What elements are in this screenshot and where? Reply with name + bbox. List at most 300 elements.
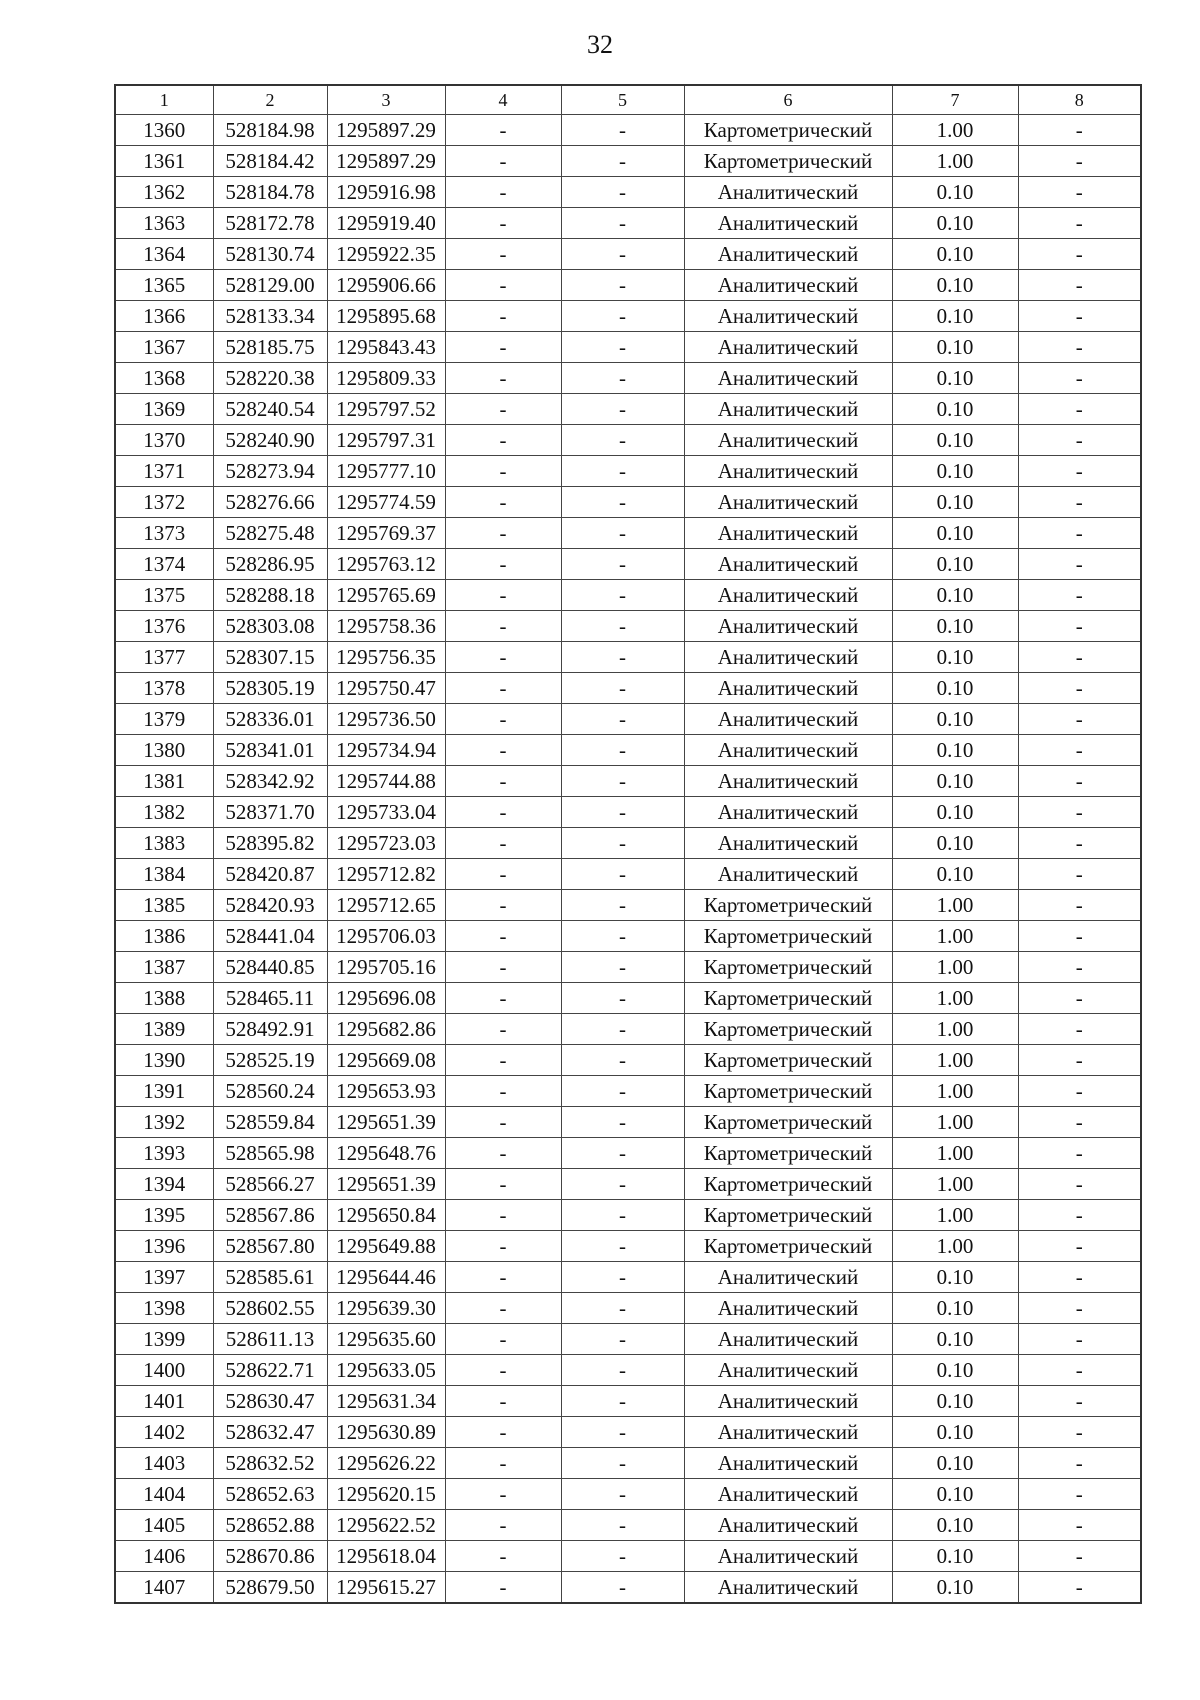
cell-point-number: 1406: [115, 1541, 213, 1572]
cell-col-4: -: [445, 1417, 561, 1448]
cell-col-5: -: [561, 580, 684, 611]
table-row: [115, 1076, 1141, 1107]
cell-x-coordinate: 528630.47: [213, 1386, 327, 1417]
cell-col-4: -: [445, 549, 561, 580]
cell-col-4: -: [445, 115, 561, 146]
cell-col-4: -: [445, 1324, 561, 1355]
cell-y-coordinate: 1295631.34: [327, 1386, 445, 1417]
cell-x-coordinate: 528652.88: [213, 1510, 327, 1541]
cell-col-5: -: [561, 487, 684, 518]
cell-col-5: -: [561, 890, 684, 921]
cell-accuracy: 0.10: [892, 828, 1018, 859]
cell-accuracy: 0.10: [892, 1479, 1018, 1510]
cell-point-number: 1373: [115, 518, 213, 549]
table-row: [115, 1200, 1141, 1231]
cell-x-coordinate: 528303.08: [213, 611, 327, 642]
cell-point-number: 1380: [115, 735, 213, 766]
cell-method: Аналитический: [684, 456, 892, 487]
cell-accuracy: 0.10: [892, 1510, 1018, 1541]
cell-col-4: -: [445, 1169, 561, 1200]
header-cell: 2: [213, 85, 327, 115]
cell-y-coordinate: 1295906.66: [327, 270, 445, 301]
table-row: [115, 1107, 1141, 1138]
cell-col-5: -: [561, 115, 684, 146]
cell-method: Картометрический: [684, 1169, 892, 1200]
cell-col-8: -: [1018, 1479, 1141, 1510]
cell-col-8: -: [1018, 797, 1141, 828]
cell-x-coordinate: 528341.01: [213, 735, 327, 766]
cell-col-5: -: [561, 1541, 684, 1572]
cell-col-4: -: [445, 1386, 561, 1417]
cell-x-coordinate: 528565.98: [213, 1138, 327, 1169]
cell-col-5: -: [561, 1169, 684, 1200]
cell-x-coordinate: 528130.74: [213, 239, 327, 270]
cell-y-coordinate: 1295897.29: [327, 115, 445, 146]
cell-col-8: -: [1018, 1138, 1141, 1169]
cell-x-coordinate: 528465.11: [213, 983, 327, 1014]
cell-y-coordinate: 1295712.82: [327, 859, 445, 890]
cell-point-number: 1365: [115, 270, 213, 301]
cell-method: Аналитический: [684, 1293, 892, 1324]
cell-col-4: -: [445, 766, 561, 797]
cell-x-coordinate: 528307.15: [213, 642, 327, 673]
cell-x-coordinate: 528129.00: [213, 270, 327, 301]
cell-col-8: -: [1018, 518, 1141, 549]
cell-method: Аналитический: [684, 549, 892, 580]
cell-col-4: -: [445, 1510, 561, 1541]
cell-col-8: -: [1018, 673, 1141, 704]
table-row: [115, 952, 1141, 983]
table-row: [115, 642, 1141, 673]
cell-point-number: 1376: [115, 611, 213, 642]
cell-y-coordinate: 1295653.93: [327, 1076, 445, 1107]
table-row: [115, 1262, 1141, 1293]
cell-x-coordinate: 528240.54: [213, 394, 327, 425]
cell-col-5: -: [561, 1107, 684, 1138]
cell-y-coordinate: 1295635.60: [327, 1324, 445, 1355]
cell-accuracy: 0.10: [892, 704, 1018, 735]
cell-col-8: -: [1018, 580, 1141, 611]
cell-method: Аналитический: [684, 518, 892, 549]
cell-x-coordinate: 528220.38: [213, 363, 327, 394]
cell-col-5: -: [561, 1510, 684, 1541]
cell-col-4: -: [445, 1107, 561, 1138]
cell-col-5: -: [561, 394, 684, 425]
cell-point-number: 1378: [115, 673, 213, 704]
cell-y-coordinate: 1295843.43: [327, 332, 445, 363]
cell-accuracy: 0.10: [892, 518, 1018, 549]
header-cell: 3: [327, 85, 445, 115]
cell-y-coordinate: 1295797.31: [327, 425, 445, 456]
cell-col-5: -: [561, 1231, 684, 1262]
cell-method: Аналитический: [684, 735, 892, 766]
cell-method: Картометрический: [684, 1107, 892, 1138]
cell-accuracy: 0.10: [892, 425, 1018, 456]
cell-col-8: -: [1018, 363, 1141, 394]
cell-col-5: -: [561, 952, 684, 983]
cell-col-8: -: [1018, 208, 1141, 239]
table-body: [115, 115, 1141, 1604]
cell-y-coordinate: 1295651.39: [327, 1107, 445, 1138]
cell-col-8: -: [1018, 332, 1141, 363]
cell-x-coordinate: 528172.78: [213, 208, 327, 239]
cell-col-4: -: [445, 1076, 561, 1107]
cell-col-8: -: [1018, 704, 1141, 735]
table-row: [115, 301, 1141, 332]
cell-col-4: -: [445, 859, 561, 890]
cell-col-5: -: [561, 239, 684, 270]
cell-col-4: -: [445, 828, 561, 859]
cell-method: Аналитический: [684, 1324, 892, 1355]
cell-accuracy: 0.10: [892, 1293, 1018, 1324]
table-row: [115, 673, 1141, 704]
cell-point-number: 1396: [115, 1231, 213, 1262]
table-row: [115, 766, 1141, 797]
cell-accuracy: 0.10: [892, 270, 1018, 301]
cell-col-5: -: [561, 518, 684, 549]
cell-method: Аналитический: [684, 270, 892, 301]
cell-point-number: 1372: [115, 487, 213, 518]
cell-col-8: -: [1018, 828, 1141, 859]
cell-y-coordinate: 1295744.88: [327, 766, 445, 797]
cell-accuracy: 1.00: [892, 921, 1018, 952]
cell-y-coordinate: 1295734.94: [327, 735, 445, 766]
cell-point-number: 1369: [115, 394, 213, 425]
cell-col-8: -: [1018, 301, 1141, 332]
cell-x-coordinate: 528184.78: [213, 177, 327, 208]
cell-accuracy: 1.00: [892, 983, 1018, 1014]
cell-y-coordinate: 1295649.88: [327, 1231, 445, 1262]
cell-col-5: -: [561, 673, 684, 704]
cell-method: Картометрический: [684, 146, 892, 177]
cell-col-8: -: [1018, 1510, 1141, 1541]
cell-col-5: -: [561, 1355, 684, 1386]
cell-col-4: -: [445, 301, 561, 332]
cell-col-4: -: [445, 952, 561, 983]
cell-col-5: -: [561, 1045, 684, 1076]
cell-col-8: -: [1018, 394, 1141, 425]
cell-method: Аналитический: [684, 1479, 892, 1510]
cell-col-8: -: [1018, 146, 1141, 177]
cell-x-coordinate: 528185.75: [213, 332, 327, 363]
cell-col-4: -: [445, 704, 561, 735]
cell-col-5: -: [561, 1138, 684, 1169]
cell-x-coordinate: 528371.70: [213, 797, 327, 828]
cell-x-coordinate: 528342.92: [213, 766, 327, 797]
cell-point-number: 1401: [115, 1386, 213, 1417]
cell-y-coordinate: 1295777.10: [327, 456, 445, 487]
cell-col-8: -: [1018, 1169, 1141, 1200]
cell-accuracy: 0.10: [892, 642, 1018, 673]
cell-x-coordinate: 528585.61: [213, 1262, 327, 1293]
cell-col-8: -: [1018, 642, 1141, 673]
cell-accuracy: 0.10: [892, 487, 1018, 518]
cell-point-number: 1386: [115, 921, 213, 952]
cell-point-number: 1374: [115, 549, 213, 580]
cell-point-number: 1364: [115, 239, 213, 270]
cell-col-8: -: [1018, 1417, 1141, 1448]
cell-method: Аналитический: [684, 1541, 892, 1572]
cell-x-coordinate: 528652.63: [213, 1479, 327, 1510]
table-row: [115, 890, 1141, 921]
cell-y-coordinate: 1295648.76: [327, 1138, 445, 1169]
cell-col-8: -: [1018, 1014, 1141, 1045]
cell-accuracy: 0.10: [892, 766, 1018, 797]
cell-method: Аналитический: [684, 611, 892, 642]
cell-col-8: -: [1018, 890, 1141, 921]
cell-col-8: -: [1018, 1324, 1141, 1355]
cell-method: Картометрический: [684, 921, 892, 952]
cell-method: Аналитический: [684, 797, 892, 828]
cell-accuracy: 0.10: [892, 549, 1018, 580]
cell-point-number: 1392: [115, 1107, 213, 1138]
cell-y-coordinate: 1295644.46: [327, 1262, 445, 1293]
cell-col-5: -: [561, 1293, 684, 1324]
cell-y-coordinate: 1295897.29: [327, 146, 445, 177]
cell-accuracy: 0.10: [892, 1541, 1018, 1572]
cell-x-coordinate: 528184.98: [213, 115, 327, 146]
cell-y-coordinate: 1295750.47: [327, 673, 445, 704]
cell-x-coordinate: 528240.90: [213, 425, 327, 456]
table-row: [115, 518, 1141, 549]
cell-accuracy: 0.10: [892, 177, 1018, 208]
cell-accuracy: 0.10: [892, 611, 1018, 642]
cell-method: Картометрический: [684, 952, 892, 983]
cell-col-5: -: [561, 425, 684, 456]
cell-y-coordinate: 1295633.05: [327, 1355, 445, 1386]
cell-col-5: -: [561, 859, 684, 890]
cell-x-coordinate: 528566.27: [213, 1169, 327, 1200]
cell-y-coordinate: 1295797.52: [327, 394, 445, 425]
table-row: [115, 1293, 1141, 1324]
cell-method: Аналитический: [684, 828, 892, 859]
cell-col-4: -: [445, 177, 561, 208]
cell-method: Аналитический: [684, 239, 892, 270]
cell-col-4: -: [445, 1262, 561, 1293]
cell-method: Аналитический: [684, 1448, 892, 1479]
table-row: [115, 1324, 1141, 1355]
cell-point-number: 1385: [115, 890, 213, 921]
header-cell: 5: [561, 85, 684, 115]
table-row: [115, 1355, 1141, 1386]
table-row: [115, 208, 1141, 239]
table-row: [115, 239, 1141, 270]
cell-col-8: -: [1018, 239, 1141, 270]
cell-point-number: 1400: [115, 1355, 213, 1386]
cell-col-4: -: [445, 983, 561, 1014]
table-row: [115, 1169, 1141, 1200]
cell-col-5: -: [561, 1417, 684, 1448]
cell-col-5: -: [561, 828, 684, 859]
table-row: [115, 1045, 1141, 1076]
cell-method: Аналитический: [684, 1386, 892, 1417]
cell-accuracy: 1.00: [892, 1045, 1018, 1076]
cell-col-8: -: [1018, 115, 1141, 146]
cell-point-number: 1371: [115, 456, 213, 487]
cell-col-4: -: [445, 1014, 561, 1045]
table-row: [115, 394, 1141, 425]
cell-accuracy: 0.10: [892, 797, 1018, 828]
cell-point-number: 1389: [115, 1014, 213, 1045]
table-row: [115, 363, 1141, 394]
cell-point-number: 1387: [115, 952, 213, 983]
cell-y-coordinate: 1295733.04: [327, 797, 445, 828]
cell-point-number: 1403: [115, 1448, 213, 1479]
cell-accuracy: 1.00: [892, 1200, 1018, 1231]
cell-y-coordinate: 1295696.08: [327, 983, 445, 1014]
cell-x-coordinate: 528559.84: [213, 1107, 327, 1138]
cell-y-coordinate: 1295769.37: [327, 518, 445, 549]
cell-col-4: -: [445, 673, 561, 704]
cell-method: Аналитический: [684, 1262, 892, 1293]
cell-accuracy: 0.10: [892, 1324, 1018, 1355]
cell-x-coordinate: 528336.01: [213, 704, 327, 735]
cell-point-number: 1390: [115, 1045, 213, 1076]
cell-method: Аналитический: [684, 1417, 892, 1448]
cell-y-coordinate: 1295809.33: [327, 363, 445, 394]
cell-y-coordinate: 1295622.52: [327, 1510, 445, 1541]
cell-col-4: -: [445, 456, 561, 487]
cell-col-5: -: [561, 1200, 684, 1231]
cell-point-number: 1362: [115, 177, 213, 208]
cell-col-5: -: [561, 177, 684, 208]
header-cell: 4: [445, 85, 561, 115]
cell-col-5: -: [561, 456, 684, 487]
cell-method: Аналитический: [684, 301, 892, 332]
cell-point-number: 1360: [115, 115, 213, 146]
cell-x-coordinate: 528525.19: [213, 1045, 327, 1076]
cell-col-4: -: [445, 363, 561, 394]
table-row: [115, 735, 1141, 766]
cell-method: Аналитический: [684, 1572, 892, 1604]
cell-col-4: -: [445, 332, 561, 363]
cell-col-4: -: [445, 580, 561, 611]
cell-col-5: -: [561, 704, 684, 735]
cell-col-5: -: [561, 1014, 684, 1045]
table-row: [115, 828, 1141, 859]
cell-method: Аналитический: [684, 332, 892, 363]
cell-y-coordinate: 1295650.84: [327, 1200, 445, 1231]
cell-col-5: -: [561, 642, 684, 673]
cell-col-5: -: [561, 797, 684, 828]
cell-x-coordinate: 528632.52: [213, 1448, 327, 1479]
cell-accuracy: 1.00: [892, 1014, 1018, 1045]
cell-col-5: -: [561, 1324, 684, 1355]
cell-method: Аналитический: [684, 766, 892, 797]
cell-col-4: -: [445, 611, 561, 642]
cell-method: Аналитический: [684, 673, 892, 704]
cell-point-number: 1367: [115, 332, 213, 363]
cell-col-8: -: [1018, 1293, 1141, 1324]
cell-col-4: -: [445, 642, 561, 673]
cell-accuracy: 0.10: [892, 1386, 1018, 1417]
header-cell: 6: [684, 85, 892, 115]
cell-col-5: -: [561, 1076, 684, 1107]
cell-col-5: -: [561, 208, 684, 239]
cell-col-4: -: [445, 1045, 561, 1076]
table-row: [115, 1231, 1141, 1262]
cell-accuracy: 0.10: [892, 394, 1018, 425]
cell-col-4: -: [445, 1293, 561, 1324]
cell-y-coordinate: 1295916.98: [327, 177, 445, 208]
table-row: [115, 1448, 1141, 1479]
cell-accuracy: 0.10: [892, 208, 1018, 239]
cell-col-5: -: [561, 301, 684, 332]
cell-y-coordinate: 1295774.59: [327, 487, 445, 518]
cell-method: Аналитический: [684, 425, 892, 456]
cell-accuracy: 1.00: [892, 952, 1018, 983]
cell-col-8: -: [1018, 487, 1141, 518]
cell-point-number: 1399: [115, 1324, 213, 1355]
cell-accuracy: 1.00: [892, 1231, 1018, 1262]
cell-col-5: -: [561, 735, 684, 766]
cell-col-4: -: [445, 1231, 561, 1262]
header-cell: 8: [1018, 85, 1141, 115]
cell-accuracy: 1.00: [892, 1138, 1018, 1169]
table-row: [115, 487, 1141, 518]
cell-col-4: -: [445, 1479, 561, 1510]
cell-col-5: -: [561, 766, 684, 797]
cell-y-coordinate: 1295758.36: [327, 611, 445, 642]
cell-point-number: 1377: [115, 642, 213, 673]
cell-col-8: -: [1018, 1200, 1141, 1231]
cell-accuracy: 0.10: [892, 239, 1018, 270]
cell-accuracy: 0.10: [892, 1262, 1018, 1293]
table-row: [115, 1572, 1141, 1604]
cell-point-number: 1402: [115, 1417, 213, 1448]
cell-y-coordinate: 1295712.65: [327, 890, 445, 921]
cell-col-8: -: [1018, 983, 1141, 1014]
cell-col-8: -: [1018, 270, 1141, 301]
cell-col-8: -: [1018, 456, 1141, 487]
cell-col-8: -: [1018, 1355, 1141, 1386]
cell-y-coordinate: 1295630.89: [327, 1417, 445, 1448]
cell-accuracy: 1.00: [892, 1107, 1018, 1138]
cell-method: Аналитический: [684, 1355, 892, 1386]
cell-col-4: -: [445, 735, 561, 766]
cell-col-5: -: [561, 549, 684, 580]
cell-y-coordinate: 1295682.86: [327, 1014, 445, 1045]
cell-y-coordinate: 1295651.39: [327, 1169, 445, 1200]
cell-accuracy: 0.10: [892, 456, 1018, 487]
cell-accuracy: 0.10: [892, 735, 1018, 766]
cell-x-coordinate: 528420.87: [213, 859, 327, 890]
cell-x-coordinate: 528184.42: [213, 146, 327, 177]
cell-point-number: 1388: [115, 983, 213, 1014]
cell-method: Аналитический: [684, 580, 892, 611]
table-row: [115, 1510, 1141, 1541]
cell-x-coordinate: 528632.47: [213, 1417, 327, 1448]
cell-col-5: -: [561, 611, 684, 642]
table-row: [115, 797, 1141, 828]
cell-y-coordinate: 1295620.15: [327, 1479, 445, 1510]
cell-y-coordinate: 1295922.35: [327, 239, 445, 270]
cell-col-8: -: [1018, 1107, 1141, 1138]
cell-x-coordinate: 528440.85: [213, 952, 327, 983]
cell-point-number: 1379: [115, 704, 213, 735]
cell-point-number: 1407: [115, 1572, 213, 1604]
cell-col-5: -: [561, 363, 684, 394]
cell-accuracy: 0.10: [892, 332, 1018, 363]
cell-col-8: -: [1018, 921, 1141, 952]
table-row: [115, 270, 1141, 301]
cell-col-8: -: [1018, 1231, 1141, 1262]
cell-method: Картометрический: [684, 115, 892, 146]
table-row: [115, 1014, 1141, 1045]
cell-method: Аналитический: [684, 642, 892, 673]
header-cell: 1: [115, 85, 213, 115]
cell-method: Аналитический: [684, 487, 892, 518]
